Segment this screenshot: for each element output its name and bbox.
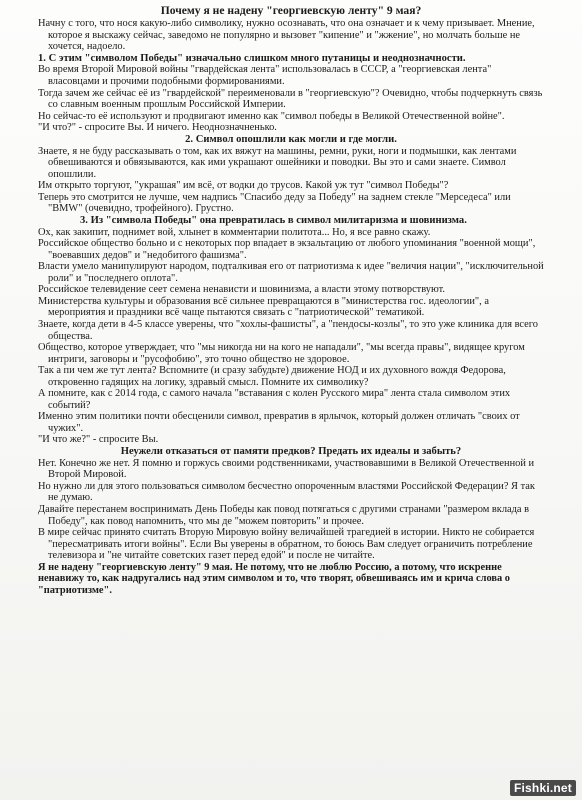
section-3-paragraph: Так а пи чем же тут лента? Вспомните (и сразу забудьте) движение НОД и их духовного вождя Федорова, откровенно гадящих на логику, здравый смысл. Помните их символику? [38,365,506,388]
section-3-heading: 3. Из "символа Победы" она превратилась в символ милитаризма и шовинизма. [80,214,467,226]
section-1-paragraph: "И что?" - спросите Вы. И ничего. Неоднозначненько. [38,122,277,134]
section-3-paragraph: А помните, как с 2014 года, с самого начала "вставания с колен Русского мира" лента стала символом этих событий? [38,388,511,411]
site-watermark: Fishki.net [510,780,576,796]
section-2-paragraph: Знаете, я не буду рассказывать о том, как их вяжут на машины, ремни, руки, ноги и подмышки, как лентами обвешиваются и обвязываются, как ими украшают ошейники и поводки. Вы это и сами знаете. Символ опошлили. [38,145,517,180]
section-3-paragraph: Российское общество больно и с некоторых пор впадает в экзальтацию от любого упоминания "военной мощи", "воевавших дедов" и "недобитого фашизма". [38,238,536,261]
section-3-paragraph: Ох, как закипит, поднимет вой, хлынет в комментарии политота... Но, я все равно скажу. [38,226,431,238]
section-1-heading: 1. С этим "символом Победы" изначально слишком много путаницы и неоднозначности. [38,52,466,64]
section-4-paragraph: Давайте перестанем воспринимать День Победы как повод потягаться с другими странами "размером вклада в Победу", как повод напомнить, что мы де "можем повторить" и прочее. [38,503,530,527]
section-2-paragraph: Теперь это смотрится не лучше, чем надпись "Спасибо деду за Победу" на заднем стекле "Мерседеса" или "BMW" (очевидно, трофейного). Грустно. [38,191,511,215]
section-3-paragraph: Российское телевидение сеет семена ненависти и шовинизма, а власти этому потворствуют. [38,284,445,296]
section-1-paragraph: Но сейчас-то её используют и продвигают именно как "символ победы в Великой Отечественной войне". [38,110,505,122]
section-3-paragraph: Знаете, когда дети в 4-5 классе уверены, что "хохлы-фашисты", а "пендосы-козлы", то это уже клиника для всего общества. [38,318,538,342]
section-3-paragraph: "И что же?" - спросите Вы. [38,434,159,446]
document-body [38,4,544,596]
section-2-heading: 2. Символ опошлили как могли и где могли. [185,133,397,145]
closing-statement: Я не надену "георгиевскую ленту" 9 мая. Не потому, что не люблю Россию, а потому, что искренне ненавижу то, как надругались над этим символом и то, что творят, обвешиваясь им и крича слова о "патриотизме". [38,561,510,596]
section-4-paragraph: В мире сейчас принято считать Вторую Мировую войну величайшей трагедией в истории. Никто не собирается "пересматривать итоги войны". Если Вы уверены в обратном, то боюсь Вам следует ограничить потребление телевизора и "не читайте советских газет перед едой" и после не читайте. [38,527,535,562]
section-3-paragraph: Именно этим политики почти обесценили символ, превратив в ярлычок, который должен отличать "своих от чужих". [38,411,520,434]
document-title: Почему я не надену "георгиевскую ленту" 9 мая? [160,4,422,17]
section-2-paragraph: Им открыто торгуют, "украшая" им всё, от водки до трусов. Какой уж тут "символ Победы"? [38,180,449,192]
section-4-heading: Неужели отказаться от памяти предков? Предать их идеалы и забыть? [120,445,462,457]
section-4-paragraph: Нет. Конечно же нет. Я помню и горжусь своими родственниками, участвовавшими в Великой Отечественной и Второй Мировой. [38,457,535,481]
section-3-paragraph: Общество, которое утверждает, что "мы никогда ни на кого не нападали", "мы всегда правы", видящее кругом интриги, заговоры и "русофобию", это точно общество не здоровое. [38,342,525,365]
section-4-paragraph: Но нужно ли для этого пользоваться символом бесчестно опороченным властями Российской Федерации? Я так не думаю. [38,480,535,504]
intro-paragraph: Начну с того, что нося какую-либо символику, нужно осознавать, что она означает и к чему призывает. Мнение, которое я выскажу сейчас, заведомо не популярно и вызовет "кипение" и "жжение", но молчать больше не хочется, надоело. [38,18,535,53]
section-3-paragraph: Власти умело манипулируют народом, подталкивая его от патриотизма к идее "величия нации", "исключительной роли" и "последнего оплота". [38,261,544,284]
section-3-paragraph: Министерства культуры и образования всё сильнее превращаются в "министерства гос. идеологии", а мероприятия и праздники всё чаще пытаются связать с "патриотической" тематикой. [38,295,489,319]
section-1-paragraph: Тогда зачем же сейчас её из "гвардейской" переименовали в "георгиевскую"? Очевидно, чтобы подчеркнуть связь со славным военным прошлым Российской Империи. [38,87,543,111]
section-1-paragraph: Во время Второй Мировой войны "гвардейская лента" использовалась в СССР, а "георгиевская лента" власовцами и прочими подобными формированиями. [38,64,492,87]
